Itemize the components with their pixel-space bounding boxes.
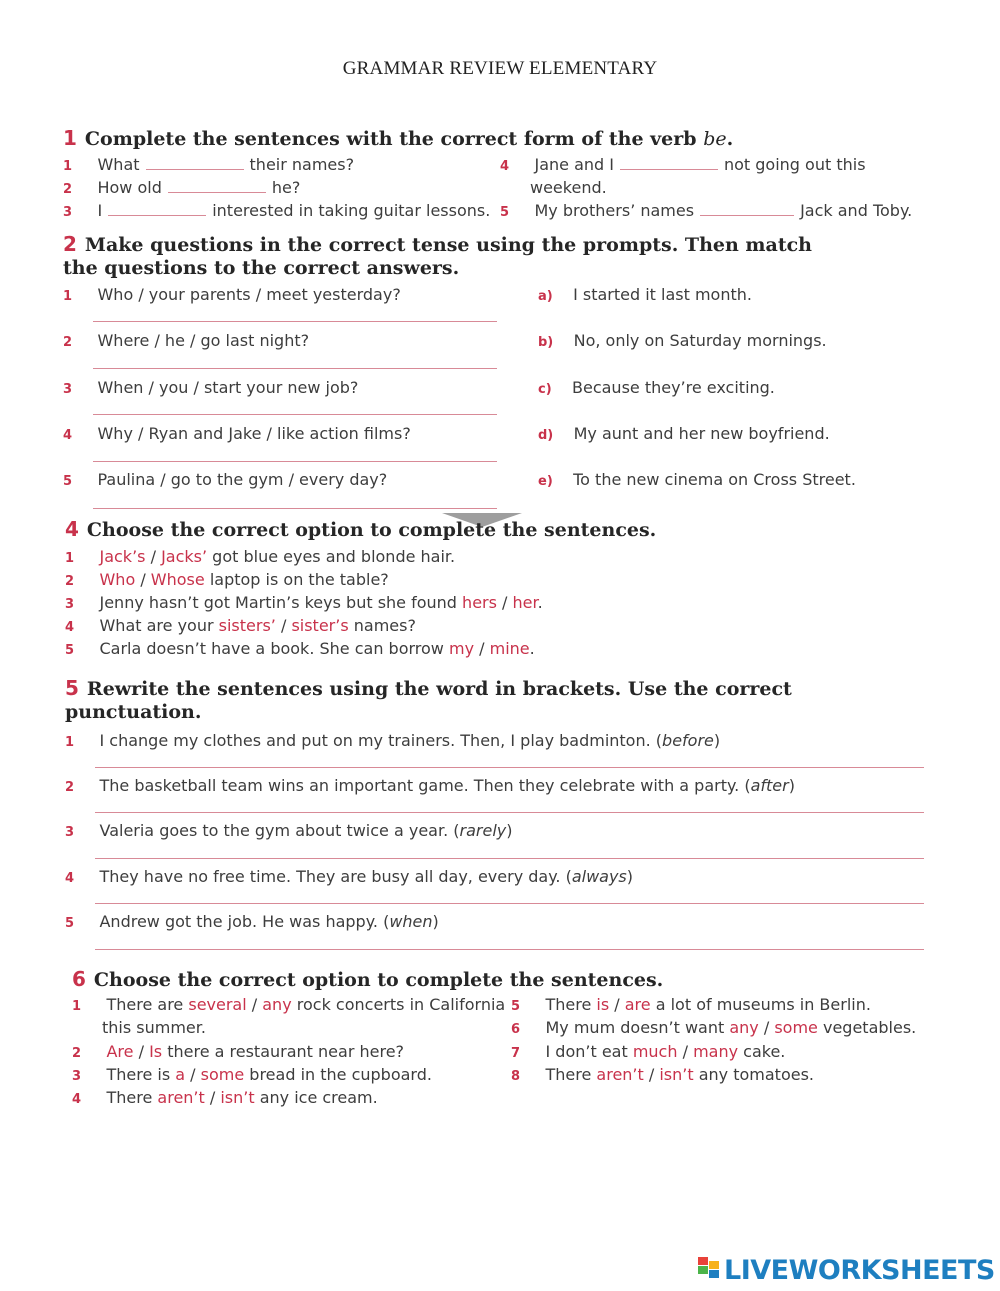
- item-text: Jack and Toby.: [800, 201, 913, 220]
- item-text: ): [506, 821, 513, 840]
- s2-question-3: [63, 378, 358, 397]
- item-number: 1: [65, 551, 75, 566]
- answer-line[interactable]: [93, 461, 497, 462]
- s4-item-5: 5 Carla doesn’t have a book. She can borrow my / mine.: [65, 639, 535, 658]
- section-number: 1: [63, 126, 77, 150]
- item-number: 8: [511, 1069, 521, 1084]
- s6-item-1-cont: this summer.: [102, 1018, 206, 1037]
- item-text: Where / he / go last night?: [97, 331, 310, 350]
- option-2[interactable]: Jacks’: [161, 547, 208, 566]
- bracket-word: always: [571, 867, 627, 886]
- answer-letter: a): [538, 289, 553, 304]
- s6-item-3: 3 There is a / some bread in the cupboard.: [72, 1065, 432, 1084]
- page-title: GRAMMAR REVIEW ELEMENTARY: [342, 58, 658, 79]
- answer-text: I started it last month.: [573, 285, 752, 304]
- answer-line[interactable]: [95, 858, 924, 859]
- item-number: 4: [65, 871, 75, 886]
- item-text: he?: [271, 178, 301, 197]
- item-text: What are your: [99, 616, 219, 635]
- item-text: ): [788, 776, 795, 795]
- item-number: 3: [65, 825, 75, 840]
- item-text: .: [537, 593, 543, 612]
- answer-blank[interactable]: [700, 214, 794, 216]
- answer-letter: c): [538, 382, 552, 397]
- item-number: 3: [63, 382, 73, 397]
- heading-text: Choose the correct option to complete the sentences.: [86, 519, 657, 541]
- s1-item-1: [63, 155, 354, 174]
- answer-letter: d): [538, 428, 554, 443]
- section-number: 5: [65, 676, 79, 700]
- option-1[interactable]: is: [596, 995, 610, 1014]
- answer-line[interactable]: [95, 767, 924, 768]
- s6-item-7: 7 I don’t eat much / many cake.: [511, 1042, 786, 1061]
- item-text: vegetables.: [817, 1018, 917, 1037]
- item-number: 5: [65, 643, 75, 658]
- heading-text: Choose the correct option to complete the sentences.: [93, 969, 664, 991]
- item-text: bread in the cupboard.: [244, 1065, 432, 1084]
- option-1[interactable]: sisters’: [218, 616, 276, 635]
- item-text: I: [97, 201, 103, 220]
- option-2[interactable]: some: [200, 1065, 245, 1084]
- item-text: How old: [97, 178, 162, 197]
- answer-blank[interactable]: [146, 168, 244, 170]
- liveworksheets-logo: [698, 1255, 995, 1285]
- bracket-word: before: [662, 731, 714, 750]
- item-text: Jenny hasn’t got Martin’s keys but she found: [99, 593, 463, 612]
- option-1[interactable]: my: [448, 639, 475, 658]
- answer-letter: b): [538, 335, 554, 350]
- bracket-word: when: [389, 912, 433, 931]
- option-1[interactable]: much: [632, 1042, 678, 1061]
- item-number: 5: [511, 999, 521, 1014]
- item-text: The basketball team wins an important game. Then they celebrate with a party. (: [99, 776, 751, 795]
- section-number: 2: [63, 232, 77, 256]
- option-1[interactable]: Jack’s: [99, 547, 146, 566]
- s2-question-4: [63, 424, 411, 443]
- s5-item-3: [65, 821, 512, 840]
- item-text: interested in taking guitar lessons.: [212, 201, 491, 220]
- s2-answer-c: [538, 378, 775, 397]
- answer-letter: e): [538, 474, 553, 489]
- section-2-heading-line2: the questions to the correct answers.: [63, 257, 460, 279]
- item-text: I don’t eat: [545, 1042, 633, 1061]
- bracket-word: rarely: [459, 821, 507, 840]
- item-text: any ice cream.: [254, 1088, 378, 1107]
- item-number: 2: [63, 182, 73, 197]
- item-text: Paulina / go to the gym / every day?: [97, 470, 388, 489]
- s4-item-4: 4 What are your sisters’ / sister’s names?: [65, 616, 416, 635]
- item-text: any tomatoes.: [693, 1065, 814, 1084]
- option-2[interactable]: sister’s: [291, 616, 349, 635]
- item-text: not going out this: [723, 155, 866, 174]
- s2-answer-b: [538, 331, 827, 350]
- s2-question-1: [63, 285, 401, 304]
- item-text: there a restaurant near here?: [162, 1042, 405, 1061]
- option-2[interactable]: many: [693, 1042, 739, 1061]
- answer-line[interactable]: [95, 949, 924, 950]
- answer-line[interactable]: [93, 508, 497, 509]
- option-1[interactable]: Who: [99, 570, 136, 589]
- logo-block: [709, 1270, 719, 1278]
- s5-item-5: [65, 912, 439, 931]
- answer-line[interactable]: [95, 812, 924, 813]
- item-text: There is: [106, 1065, 176, 1084]
- section-number: 6: [72, 967, 86, 991]
- s6-item-4: 4 There aren’t / isn’t any ice cream.: [72, 1088, 378, 1107]
- s6-item-2: 2 Are / Is there a restaurant near here?: [72, 1042, 405, 1061]
- option-1[interactable]: Are: [106, 1042, 134, 1061]
- item-number: 2: [72, 1046, 82, 1061]
- option-2[interactable]: any: [262, 995, 292, 1014]
- item-text: Who / your parents / meet yesterday?: [97, 285, 401, 304]
- s6-item-8: 8 There aren’t / isn’t any tomatoes.: [511, 1065, 814, 1084]
- option-2[interactable]: are: [624, 995, 651, 1014]
- item-number: 4: [500, 159, 510, 174]
- option-2[interactable]: some: [774, 1018, 818, 1037]
- heading-text: Rewrite the sentences using the word in brackets. Use the correct: [86, 678, 792, 700]
- option-2[interactable]: mine: [489, 639, 530, 658]
- answer-line[interactable]: [93, 368, 497, 369]
- item-number: 3: [72, 1069, 82, 1084]
- item-text: My brothers’ names: [534, 201, 695, 220]
- s1-item-4: [500, 155, 866, 174]
- option-1[interactable]: any: [729, 1018, 759, 1037]
- option-1[interactable]: aren’t: [157, 1088, 205, 1107]
- section-5-heading: [65, 676, 792, 700]
- item-text: ): [432, 912, 439, 931]
- answer-blank[interactable]: [168, 191, 266, 193]
- item-text: laptop is on the table?: [204, 570, 389, 589]
- item-number: 2: [65, 780, 75, 795]
- bracket-word: after: [750, 776, 789, 795]
- heading-text: Complete the sentences with the correct form of the verb: [84, 128, 697, 150]
- answer-text: My aunt and her new boyfriend.: [573, 424, 830, 443]
- s1-item-2: [63, 178, 300, 197]
- s4-item-2: 2 Who / Whose laptop is on the table?: [65, 570, 389, 589]
- item-text: There are: [106, 995, 189, 1014]
- s6-item-1: 1 There are several / any rock concerts in California: [72, 995, 506, 1014]
- heading-italic: be: [703, 128, 727, 150]
- s4-item-1: 1 Jack’s / Jacks’ got blue eyes and blonde hair.: [65, 547, 456, 566]
- option-2[interactable]: isn’t: [659, 1065, 694, 1084]
- answer-line[interactable]: [95, 903, 924, 904]
- item-text: Valeria goes to the gym about twice a year. (: [99, 821, 460, 840]
- s5-item-1: [65, 731, 720, 750]
- answer-text: No, only on Saturday mornings.: [573, 331, 827, 350]
- item-text: their names?: [249, 155, 355, 174]
- option-2[interactable]: isn’t: [220, 1088, 255, 1107]
- item-number: 7: [511, 1046, 521, 1061]
- s5-item-2: [65, 776, 795, 795]
- logo-block: [698, 1257, 708, 1265]
- option-1[interactable]: several: [188, 995, 247, 1014]
- s2-answer-d: [538, 424, 830, 443]
- item-number: 4: [72, 1092, 82, 1107]
- option-2[interactable]: Is: [149, 1042, 163, 1061]
- answer-blank[interactable]: [620, 168, 718, 170]
- s4-item-3: 3 Jenny hasn’t got Martin’s keys but she found hers / her.: [65, 593, 543, 612]
- s2-question-5: [63, 470, 387, 489]
- answer-blank[interactable]: [108, 214, 206, 216]
- item-text: What: [97, 155, 140, 174]
- s1-item-5: [500, 201, 912, 220]
- item-text: ): [713, 731, 721, 750]
- item-text: ): [626, 867, 634, 886]
- item-number: 5: [65, 916, 75, 931]
- item-number: 1: [65, 735, 75, 750]
- item-text: Jane and I: [534, 155, 614, 174]
- option-1[interactable]: hers: [462, 593, 497, 612]
- item-text: .: [529, 639, 535, 658]
- answer-text: Because they’re exciting.: [572, 378, 775, 397]
- heading-text: Make questions in the correct tense using the prompts. Then match: [84, 234, 812, 256]
- item-text: There: [106, 1088, 158, 1107]
- answer-line[interactable]: [93, 321, 497, 322]
- item-text: There: [545, 995, 597, 1014]
- item-text: Andrew got the job. He was happy. (: [99, 912, 390, 931]
- item-text: They have no free time. They are busy all day, every day. (: [99, 867, 572, 886]
- item-number: 2: [65, 574, 75, 589]
- logo-block: [698, 1266, 708, 1274]
- section-1-heading: [63, 126, 733, 150]
- section-4-heading: [65, 517, 656, 541]
- item-number: 2: [63, 335, 73, 350]
- section-6-heading: [72, 967, 663, 991]
- section-number: 4: [65, 517, 79, 541]
- option-2[interactable]: Whose: [150, 570, 205, 589]
- item-text: cake.: [738, 1042, 786, 1061]
- item-number: 1: [63, 289, 73, 304]
- item-text: Carla doesn’t have a book. She can borrow: [99, 639, 449, 658]
- item-text: rock concerts in California: [291, 995, 506, 1014]
- section-5-heading-line2: punctuation.: [65, 701, 202, 723]
- item-text: When / you / start your new job?: [97, 378, 359, 397]
- item-number: 6: [511, 1022, 521, 1037]
- answer-line[interactable]: [93, 414, 497, 415]
- s6-item-6: 6 My mum doesn’t want any / some vegetables.: [511, 1018, 917, 1037]
- option-2[interactable]: her: [512, 593, 538, 612]
- logo-text: LIVEWORKSHEETS: [724, 1254, 995, 1286]
- s2-answer-a: [538, 285, 752, 304]
- s6-item-5: 5 There is / are a lot of museums in Berlin.: [511, 995, 871, 1014]
- item-number: 3: [63, 205, 73, 220]
- heading-end: .: [726, 128, 734, 150]
- s1-item-3: [63, 201, 490, 220]
- option-1[interactable]: a: [175, 1065, 186, 1084]
- s1-item-4-cont: weekend.: [530, 178, 607, 197]
- section-2-heading: [63, 232, 812, 256]
- item-text: My mum doesn’t want: [545, 1018, 730, 1037]
- item-text: Why / Ryan and Jake / like action films?: [97, 424, 411, 443]
- item-number: 4: [65, 620, 75, 635]
- item-number: 1: [72, 999, 82, 1014]
- s2-question-2: [63, 331, 309, 350]
- item-text: a lot of museums in Berlin.: [650, 995, 871, 1014]
- item-number: 4: [63, 428, 73, 443]
- item-text: I change my clothes and put on my trainers. Then, I play badminton. (: [99, 731, 663, 750]
- answer-text: To the new cinema on Cross Street.: [573, 470, 856, 489]
- logo-block: [709, 1261, 719, 1269]
- item-text: names?: [348, 616, 416, 635]
- item-number: 1: [63, 159, 73, 174]
- item-text: got blue eyes and blonde hair.: [207, 547, 456, 566]
- s5-item-4: [65, 867, 633, 886]
- logo-blocks-icon: [698, 1257, 720, 1283]
- item-text: There: [545, 1065, 597, 1084]
- s2-answer-e: [538, 470, 856, 489]
- option-1[interactable]: aren’t: [596, 1065, 644, 1084]
- item-number: 3: [65, 597, 75, 612]
- item-number: 5: [63, 474, 73, 489]
- item-number: 5: [500, 205, 510, 220]
